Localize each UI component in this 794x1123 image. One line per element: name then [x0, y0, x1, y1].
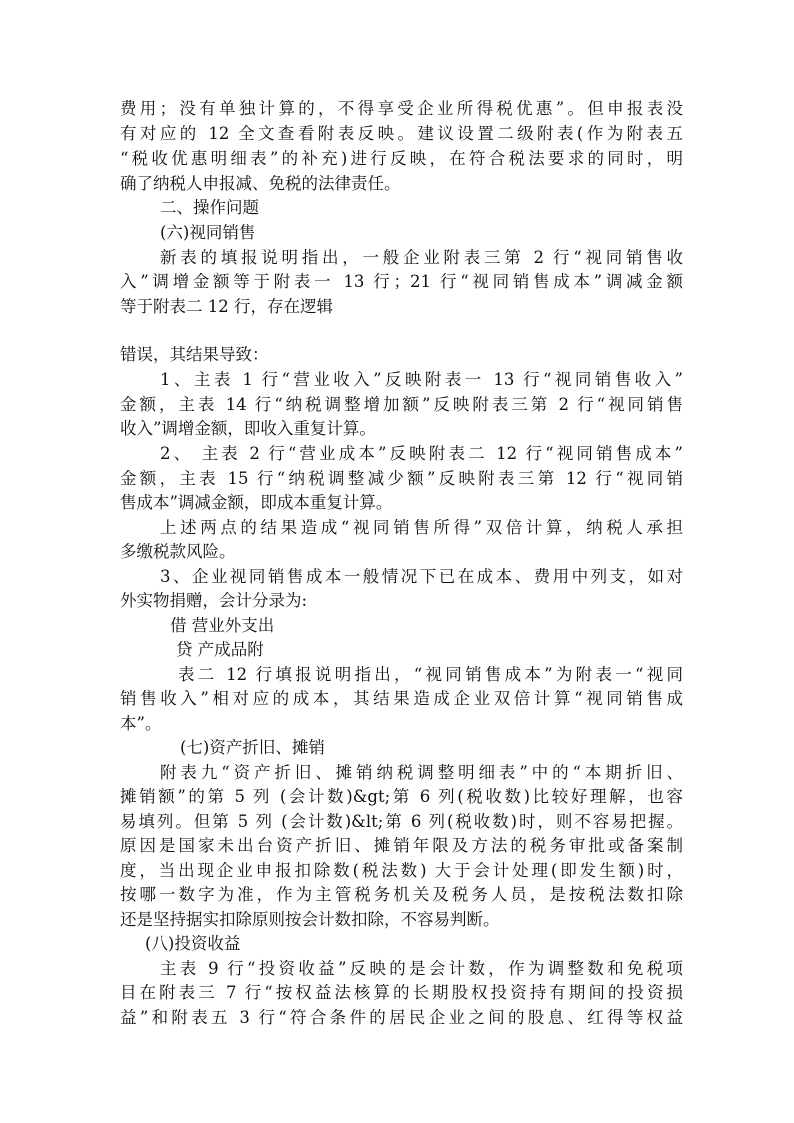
text-line: 外实物捐赠，会计分录为:	[120, 591, 308, 610]
text-line: 按哪一数字为准，作为主管税务机关及税务人员，是按税法数扣除	[120, 885, 683, 904]
text-line: 售成本”调减金额，即成本重复计算。	[120, 493, 393, 512]
text-line: 表二 12 行填报说明指出，“视同销售成本”为附表一“视同	[178, 665, 683, 684]
text-line: 还是坚持据实扣除原则按会计数扣除，不容易判断。	[120, 910, 500, 929]
text-line: 确了纳税人申报减、免税的法律责任。	[120, 174, 401, 193]
text-line: 金额，主表 15 行“纳税调整减少额”反映附表三第 12 行“视同销	[120, 469, 683, 488]
text-line: 入”调增金额等于附表一 13 行；21 行“视同销售成本”调减金额	[120, 272, 683, 291]
text-line: 主表 9 行“投资收益”反映的是会计数，作为调整数和免税项	[160, 959, 683, 978]
text-line: 新表的填报说明指出，一般企业附表三第 2 行“视同销售收	[160, 248, 683, 267]
text-line: 摊销额”的第 5 列 (会计数)&gt;第 6 列(税收数)比较好理解，也容	[120, 787, 683, 806]
text-line: 销售收入”相对应的成本，其结果造成企业双倍计算“视同销售成	[120, 689, 683, 708]
text-line: 多缴税款风险。	[120, 542, 236, 561]
text-line: 1、主表 1 行“营业收入”反映附表一 13 行“视同销售收入”	[160, 370, 683, 389]
text-line: 3、企业视同销售成本一般情况下已在成本、费用中列支，如对	[160, 567, 683, 586]
text-line: 错误，其结果导致：	[120, 345, 269, 364]
entry-debit: 借 营业外支出	[170, 616, 275, 635]
entry-credit: 贷 产成品附	[176, 640, 264, 659]
section-heading: 二、操作问题	[160, 198, 259, 217]
text-line: 易填列。但第 5 列 (会计数)&lt;第 6 列(税收数)时，则不容易把握。	[120, 812, 683, 831]
text-line: 上述两点的结果造成“视同销售所得”双倍计算，纳税人承担	[160, 518, 683, 537]
subsection-heading: (六)视同销售	[160, 223, 256, 242]
text-line: 等于附表二 12 行，存在逻辑	[120, 297, 333, 316]
text-line: 有对应的 12 全文查看附表反映。建议设置二级附表(作为附表五	[120, 124, 683, 143]
text-line: 金额，主表 14 行“纳税调整增加额”反映附表三第 2 行“视同销售	[120, 395, 683, 414]
subsection-heading: (八)投资收益	[145, 934, 241, 953]
text-line: 收入”调增金额，即收入重复计算。	[120, 419, 376, 438]
subsection-heading: (七)资产折旧、摊销	[180, 738, 325, 757]
text-line: “税收优惠明细表”的补充)进行反映，在符合税法要求的同时，明	[120, 149, 683, 168]
text-line: 费用；没有单独计算的，不得享受企业所得税优惠”。但申报表没	[120, 99, 683, 118]
text-line: 附表九“资产折旧、摊销纳税调整明细表”中的“本期折旧、	[160, 763, 683, 782]
text-line: 本”。	[120, 714, 162, 733]
text-line: 原因是国家未出台资产折旧、摊销年限及方法的税务审批或备案制	[120, 836, 683, 855]
text-line: 度，当出现企业申报扣除数(税法数) 大于会计处理(即发生额)时，	[120, 861, 683, 880]
text-line: 2、 主表 2 行“营业成本”反映附表二 12 行“视同销售成本”	[160, 444, 683, 463]
text-line: 益”和附表五 3 行“符合条件的居民企业之间的股息、红得等权益	[120, 1008, 683, 1027]
text-line: 目在附表三 7 行“按权益法核算的长期股权投资持有期间的投资损	[120, 983, 683, 1002]
